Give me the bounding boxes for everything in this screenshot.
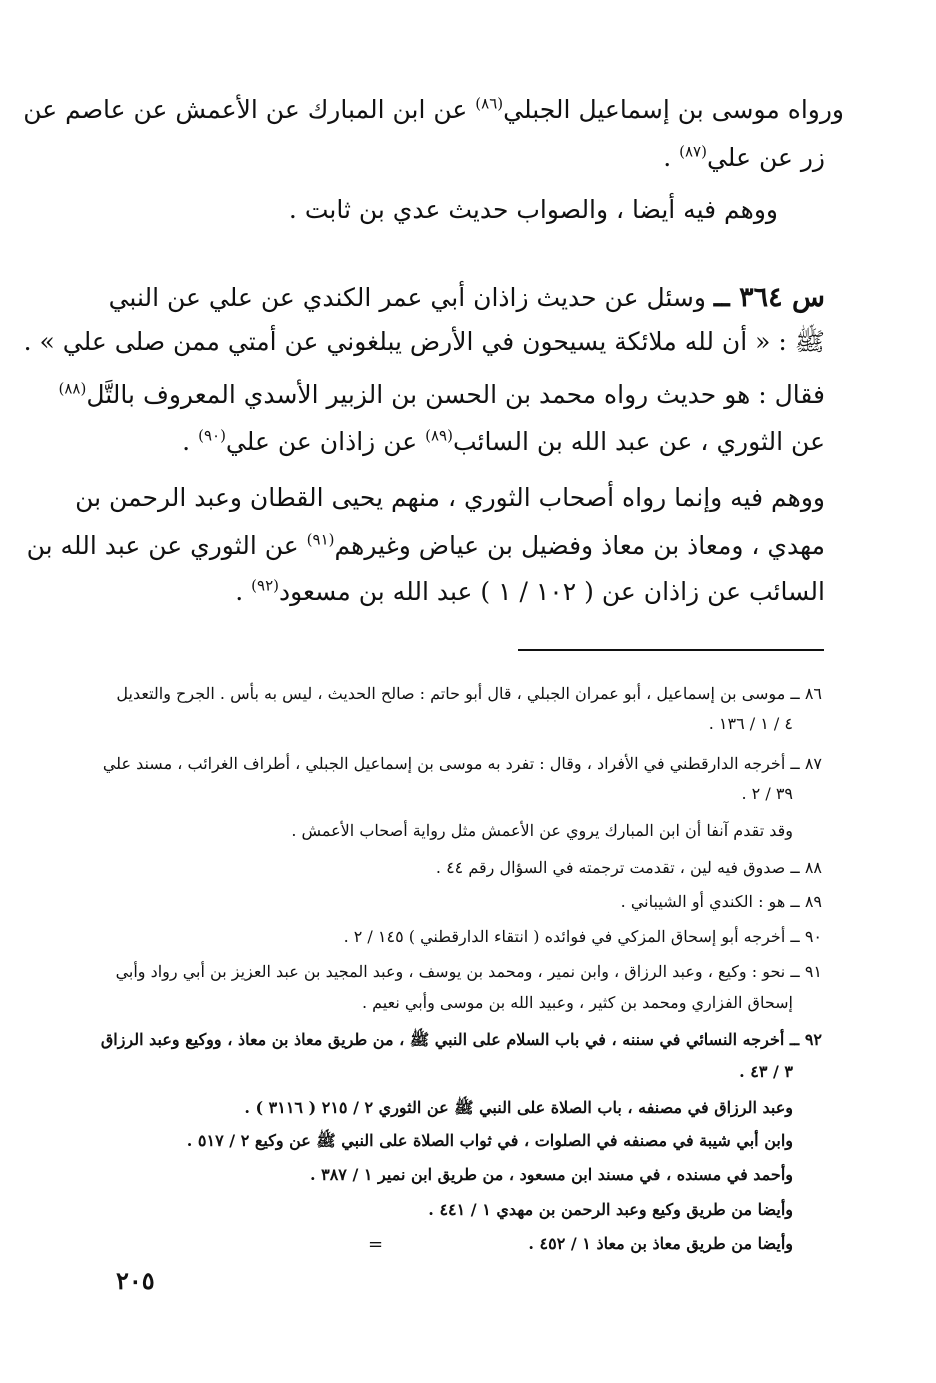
text-run: عن الثوري ، عن عبد الله بن السائب — [452, 427, 825, 456]
footnote-line: وعبد الرزاق في مصنفه ، باب الصلاة على النبي ﷺ عن الثوري ٢ / ٢١٥ ( ٣١١٦ ) . — [244, 1098, 793, 1117]
text-run: زر عن علي — [706, 143, 825, 172]
paragraph-line — [235, 572, 825, 612]
question-heading — [109, 278, 825, 318]
paragraph-line: ووهم فيه وإنما رواه أصحاب الثوري ، منهم يحيى القطان وعبد الرحمن بن — [75, 483, 825, 512]
answer-line — [58, 375, 825, 415]
footnote-ref-86[interactable]: (٨٦) — [475, 94, 504, 113]
paragraph-line — [663, 138, 825, 178]
footnote-90: ٩٠ ــ أخرجه أبو إسحاق المزكي في فوائده ( انتقاء الدارقطني ) ١٤٥ / ٢ . — [343, 927, 822, 946]
footnote-ref-88[interactable]: (٨٨) — [58, 379, 87, 398]
footnote-line: وابن أبي شيبة في مصنفه في الصلوات ، في ثواب الصلاة على النبي ﷺ عن وكيع ٢ / ٥١٧ . — [186, 1131, 793, 1150]
text-run: فقال : هو حديث رواه محمد بن الحسن بن الزبير الأسدي المعروف بالتَّل — [86, 380, 825, 409]
footnote-ref-89[interactable]: (٨٩) — [425, 426, 453, 445]
text-run: . — [182, 427, 199, 456]
text-run: . — [663, 143, 680, 172]
text-run: عن زاذان عن علي — [225, 427, 426, 456]
text-run: مهدي ، ومعاذ بن معاذ وفضيل بن عياض وغيرهم — [334, 531, 825, 560]
footnote-92: ٩٢ ــ أخرجه النسائي في سننه ، في باب السلام على النبي ﷺ ، من طريق معاذ بن معاذ ، ووكيع وعبد الرزاق — [100, 1030, 822, 1049]
text-run: ورواه موسى بن إسماعيل الجبلي — [503, 95, 844, 124]
footnote-line: ٣٩ / ٢ . — [741, 784, 793, 803]
footnote-line: ٤ / ١ / ١٣٦ . — [708, 714, 793, 733]
text-run: السائب عن زاذان عن ( ١٠٢ / ١ ) عبد الله بن مسعود — [279, 577, 825, 606]
footnote-ref-91[interactable]: (٩١) — [306, 530, 335, 549]
footnote-line: ٣ / ٤٣ . — [739, 1062, 793, 1081]
footnote-91: ٩١ ــ نحو : وكيع ، وعبد الرزاق ، وابن نمير ، ومحمد بن يوسف ، وعبد المجيد بن عبد العزيز بن أبي رواد وأبي — [115, 962, 822, 981]
text-run: . — [235, 577, 252, 606]
paragraph-line — [27, 526, 825, 566]
footnote-89: ٨٩ ــ هو : الكندي أو الشيباني . — [620, 892, 822, 911]
paragraph-line: ووهم فيه أيضا ، والصواب حديث عدي بن ثابت . — [288, 195, 778, 224]
paragraph-line — [23, 90, 844, 130]
footnote-ref-90[interactable]: (٩٠) — [198, 426, 226, 445]
footnote-86: ٨٦ ــ موسى بن إسماعيل ، أبو عمران الجبلي ، قال أبو حاتم : صالح الحديث ، ليس به بأس . الجرح والتعديل — [116, 684, 822, 703]
footnote-line: وأيضا من طريق وكيع وعبد الرحمن بن مهدي ١ / ٤٤١ . — [428, 1200, 793, 1219]
footnote-line: وقد تقدم آنفا أن ابن المبارك يروي عن الأعمش مثل رواية أصحاب الأعمش . — [291, 821, 793, 840]
footnote-separator — [518, 649, 824, 651]
continuation-mark: = — [368, 1234, 384, 1255]
text-run: عن ابن المبارك عن الأعمش عن عاصم عن — [23, 95, 476, 124]
text-run: وسئل عن حديث زاذان أبي عمر الكندي عن علي عن النبي — [108, 283, 714, 312]
footnote-line: إسحاق الفزاري ومحمد بن كثير ، وعبيد الله بن موسى وأبي نعيم . — [361, 993, 793, 1012]
footnote-ref-92[interactable]: (٩٢) — [251, 576, 279, 595]
footnote-line: وأحمد في مسنده ، في مسند ابن مسعود ، من طريق ابن نمير ١ / ٣٨٧ . — [309, 1165, 793, 1184]
page-number: ٢٠٥ — [116, 1266, 155, 1295]
question-number: س ٣٦٤ ــ — [713, 282, 825, 313]
footnote-ref-87[interactable]: (٨٧) — [679, 142, 707, 161]
footnote-line: وأيضا من طريق معاذ بن معاذ ١ / ٤٥٢ . — [528, 1234, 793, 1253]
question-line: ﷺ : « أن لله ملائكة يسيحون في الأرض يبلغوني عن أمتي ممن صلى علي » . — [23, 327, 825, 356]
footnote-88: ٨٨ ــ صدوق فيه لين ، تقدمت ترجمته في السؤال رقم ٤٤ . — [435, 858, 822, 877]
footnote-87: ٨٧ ــ أخرجه الدارقطني في الأفراد ، وقال : تفرد به موسى بن إسماعيل الجبلي ، أطراف الغرائب ، مسند علي — [102, 754, 822, 773]
answer-line — [182, 422, 825, 462]
text-run: عن الثوري عن عبد الله بن — [26, 531, 307, 560]
